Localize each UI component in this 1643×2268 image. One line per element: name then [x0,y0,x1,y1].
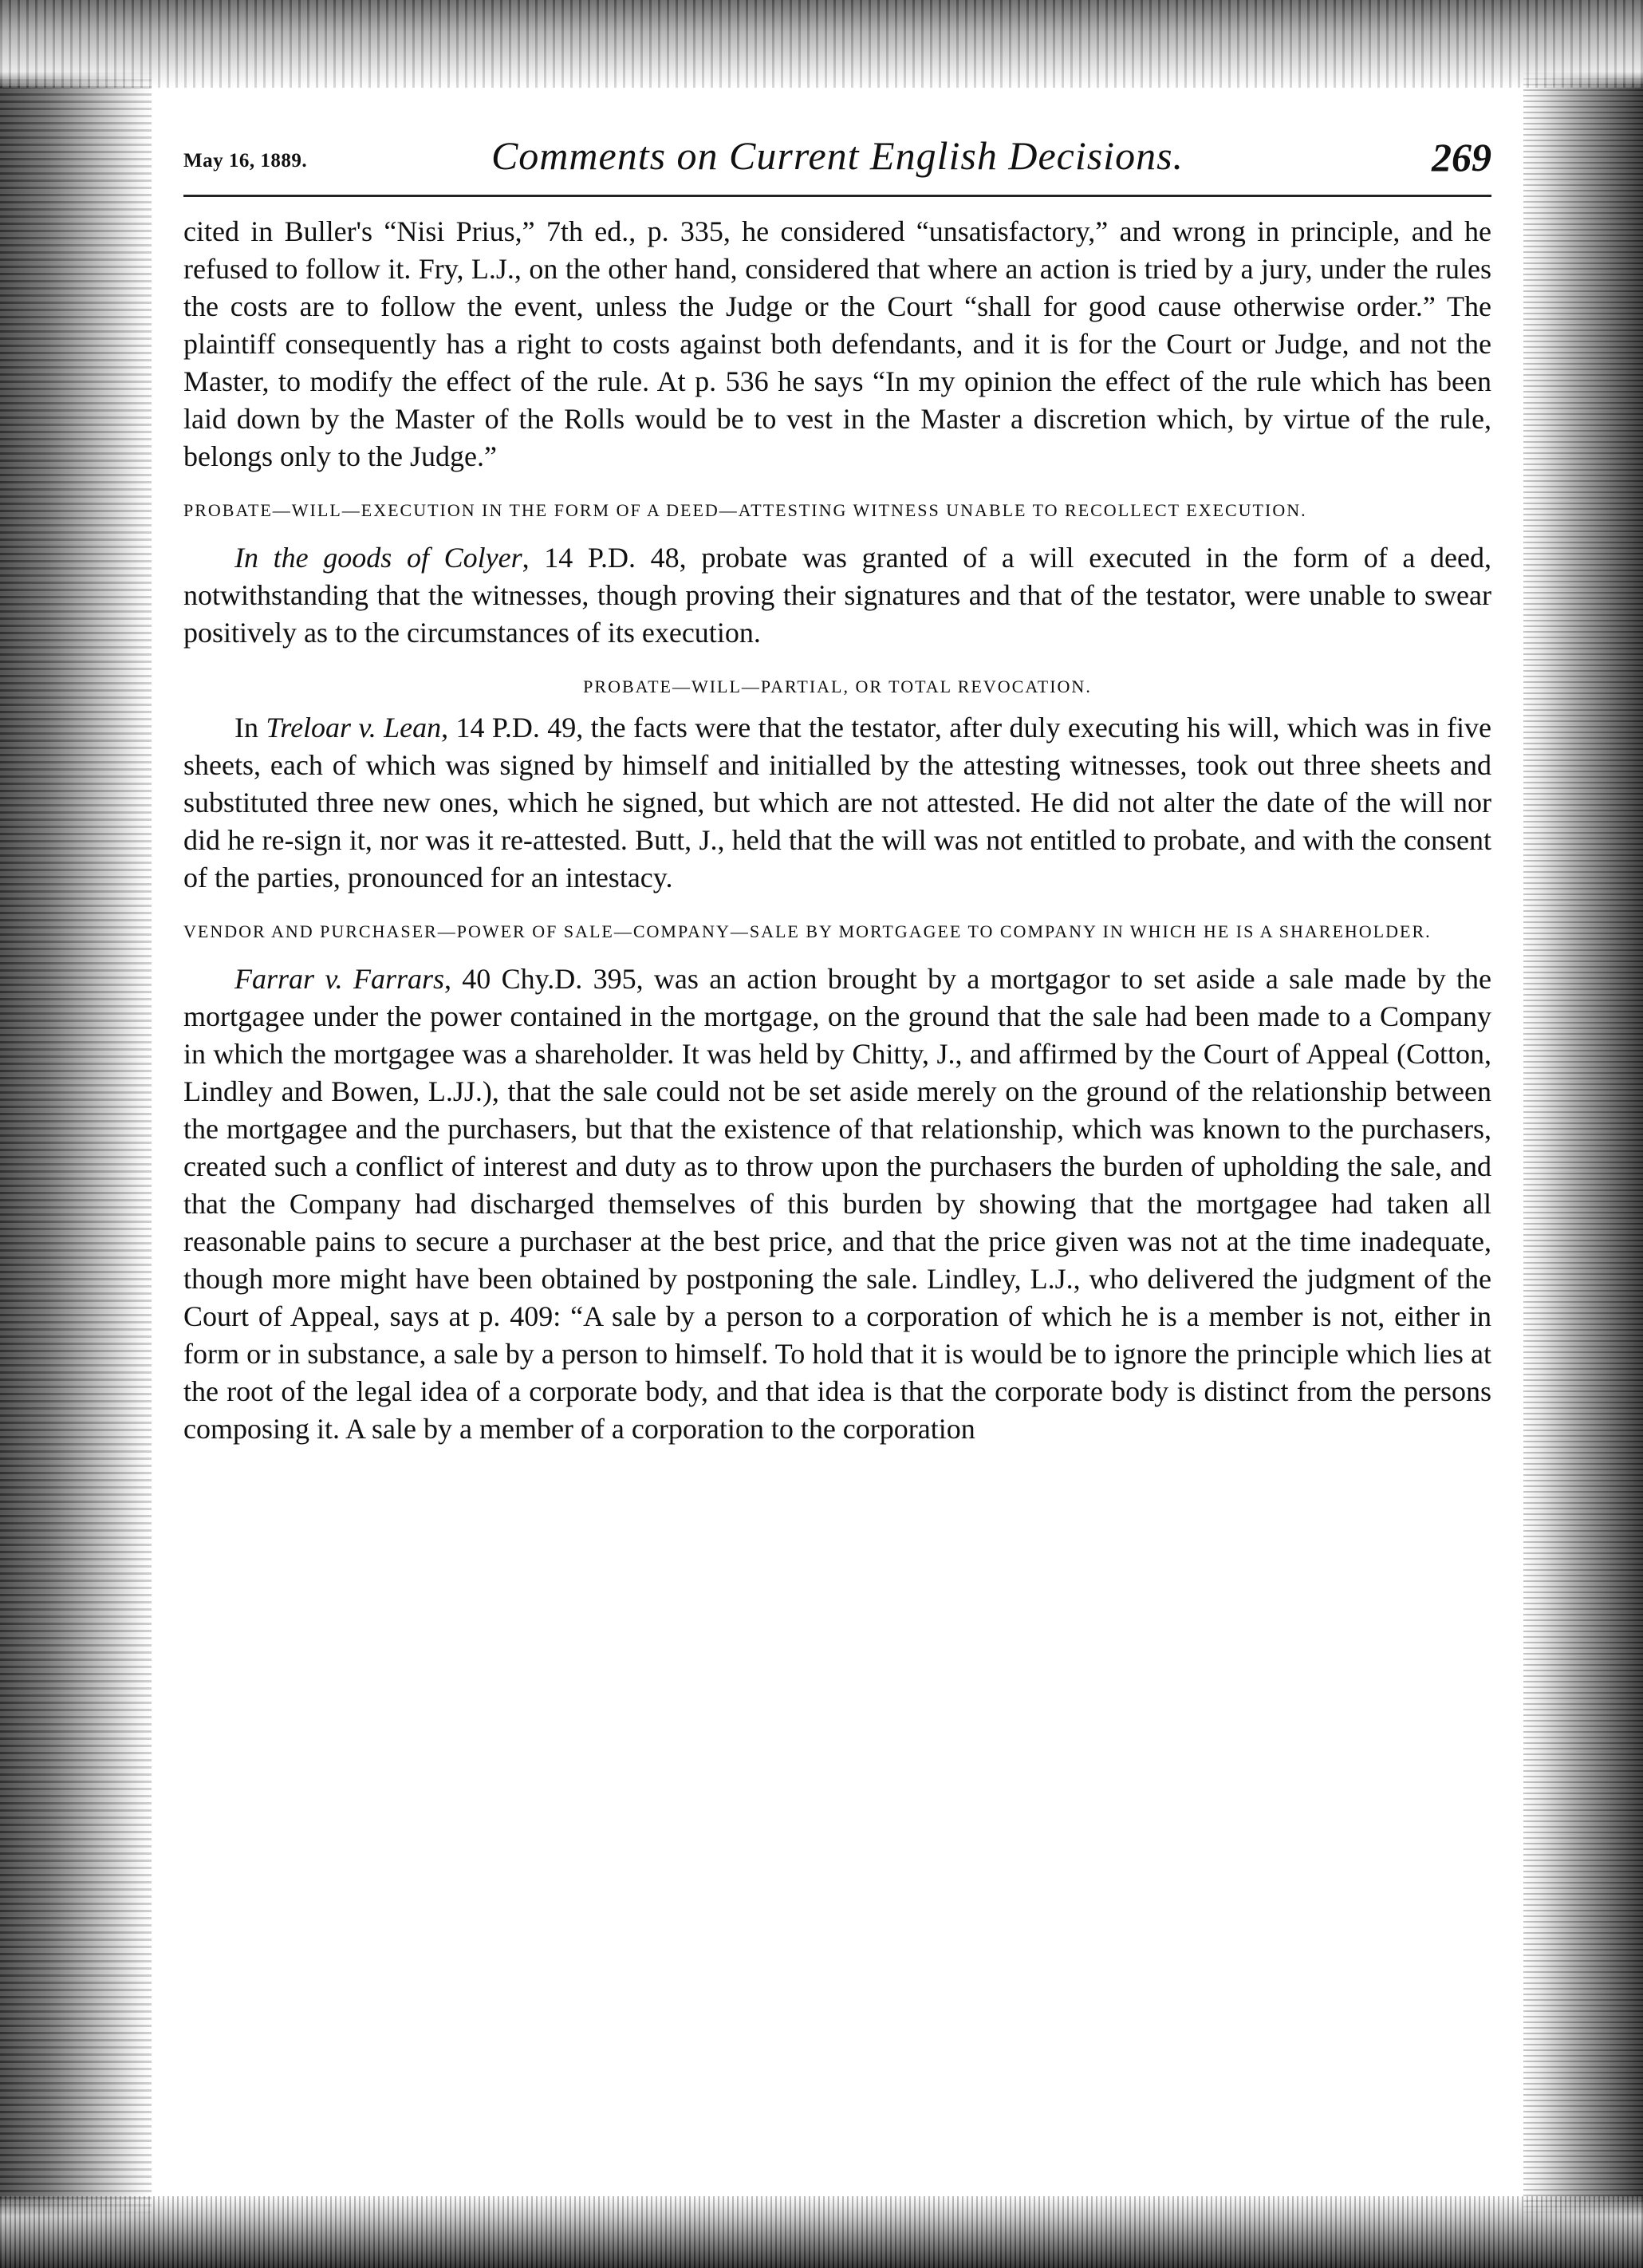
scan-binding-shadow-left [0,0,152,2268]
scan-edge-shadow-right [1523,0,1643,2268]
case-name: Farrar v. Farrars [234,963,444,995]
section-heading-probate-execution: PROBATE—WILL—EXECUTION IN THE FORM OF A DEED—ATTESTING WITNESS UNABLE TO RECOLLECT EXECUTION. [183,500,1307,520]
section-body-treloar [183,709,1491,897]
scan-edge-shadow-bottom [0,2196,1643,2268]
running-header [183,120,1491,183]
case-prefix: In [234,712,266,744]
section-text: , 40 Chy.D. 395, was an action brought by a mortgagor to set aside a sale made by the mortgagee under the power contained in the mortgage, on the ground that the sale had been made to a Company in which the mortgagee was a shareholder. It was held by Chitty, J., and affirmed by the Court of Appeal (Cotton, Lindley and Bowen, L.JJ.), that the sale could not be set aside merely on the ground of the relationship between the mortgagee and the purchasers, but that the existence of that relationship, which was known to the purchasers, created such a conflict of interest and duty as to throw upon the purchasers the burden of upholding the sale, and that the Company had discharged themselves of this burden by showing that the mortgagee had taken all reasonable pains to secure a purchaser at the best price, and that the price given was not at the time inadequate, though more might have been obtained by postponing the sale. Lindley, L.J., who delivered the judgment of the Court of Appeal, says at p. 409: “A sale by a person to a corporation of which he is a member is not, either in form or in substance, a sale by a person to himself. To hold that it is would be to ignore the principle which lies at the root of the legal idea of a corporate body, and that idea is that the corporate body is distinct from the persons composing it. A sale by a member of a corporation to the corporation [183,963,1491,1445]
opening-paragraph: cited in Buller's “Nisi Prius,” 7th ed., p. 335, he considered “unsatisfactory,” and wrong in principle, and he refused to follow it. Fry, L.J., on the other hand, considered that where an action is tried by a jury, under the rules the costs are to follow the event, unless the Judge or the Court “shall for good cause otherwise order.” The plaintiff consequently has a right to costs against both defendants, and it is for the Court or Judge, and not the Master, to modify the effect of the rule. At p. 536 he says “In my opinion the effect of the rule which has been laid down by the Master of the Rolls would be to vest in the Master a discretion which, by virtue of the rule, belongs only to the Judge.” [183,215,1491,472]
section-body-colyer [183,539,1491,652]
section-text: , 14 P.D. 48, probate was granted of a will executed in the form of a deed, notwithstanding that the witnesses, though proving their signatures and that of the testator, were unable to swear positively as to the circumstances of its execution. [183,542,1491,649]
case-name: In the goods of Colyer [234,542,522,574]
header-title: Comments on Current English Decisions. [491,133,1184,178]
header-rule [183,195,1491,197]
section-body-farrar [183,960,1491,1448]
journal-page [183,120,1491,1448]
scan-edge-shadow-top [0,0,1643,88]
case-name: Treloar v. Lean [266,712,442,744]
header-date: May 16, 1889. [183,150,308,172]
section-heading-probate-revocation: PROBATE—WILL—PARTIAL, OR TOTAL REVOCATION. [583,676,1092,696]
page-number: 269 [1432,135,1491,179]
section-heading-vendor-purchaser: VENDOR AND PURCHASER—POWER OF SALE—COMPANY—SALE BY MORTGAGEE TO COMPANY IN WHICH HE IS A SHAREHOLDER. [183,921,1432,941]
section-text: , 14 P.D. 49, the facts were that the testator, after duly executing his will, which was in five sheets, each of which was signed by himself and initialled by the attesting witnesses, took out three sheets and substituted three new ones, which he signed, but which are not attested. He did not alter the date of the will nor did he re-sign it, nor was it re-attested. Butt, J., held that the will was not entitled to probate, and with the consent of the parties, pronounced for an intestacy. [183,712,1491,893]
